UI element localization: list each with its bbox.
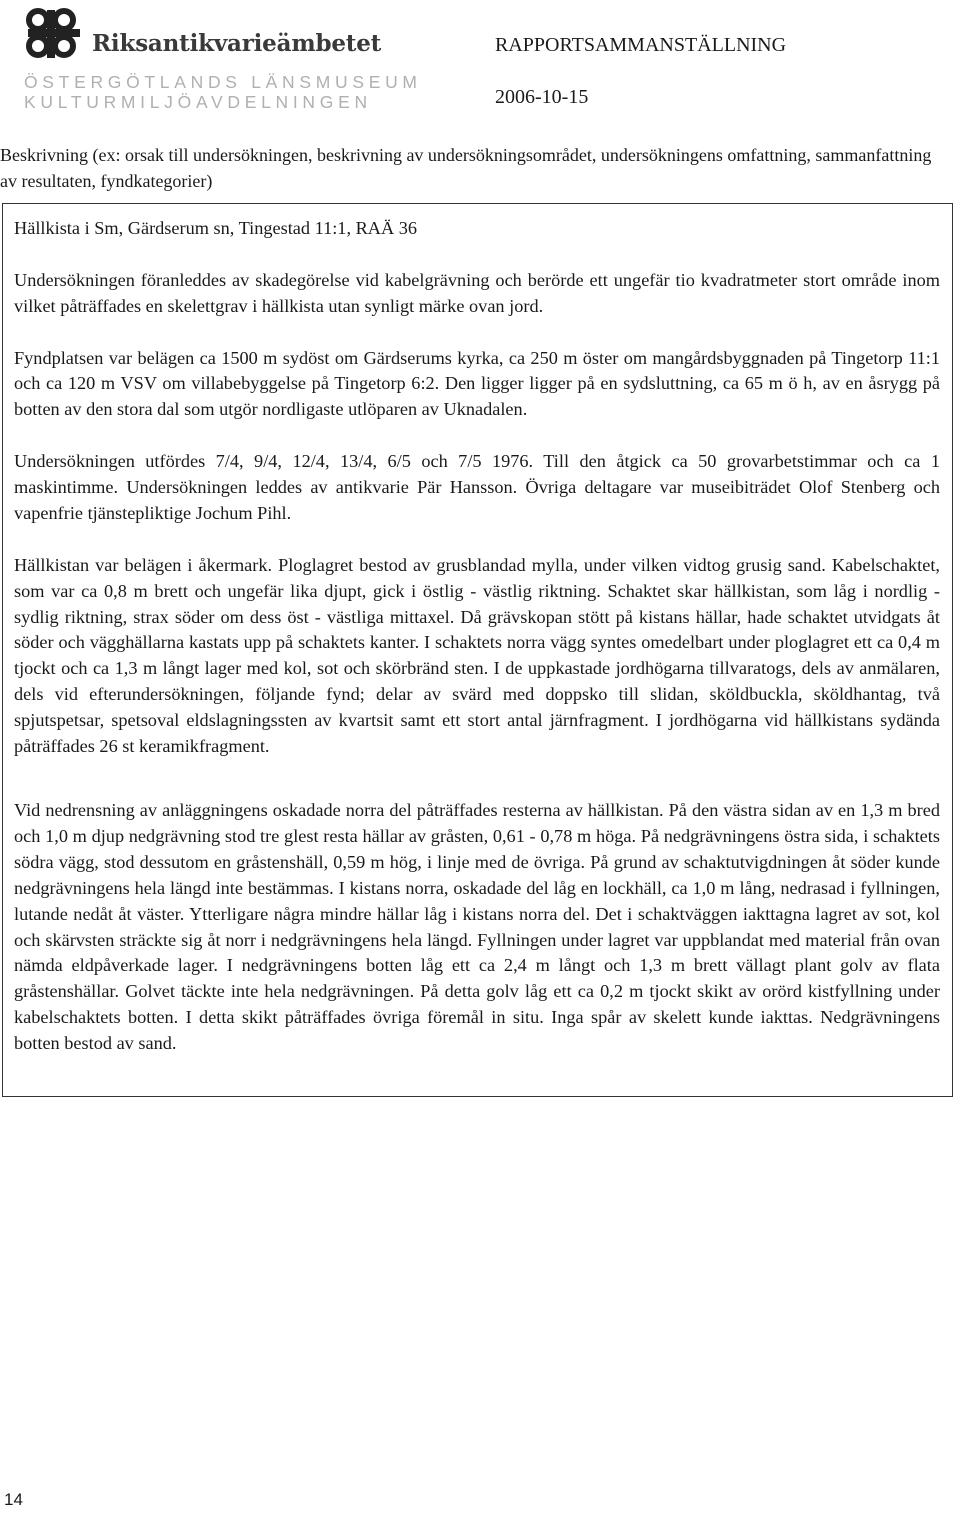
paragraph-excavation: Vid nedrensning av anläggningens oskadade norra del påträffades resterna av hällkistan. På den västra sidan av en 1,3 m bred och 1,0 m djup nedgrävning stod tre glest resta hällar av gråsten, 0,61 - 0,78 m höga. På nedgrävningens östra sida, i schaktets södra vägg, stod dessutom en gråstenshäll, 0,59 m hög, i linje med de övriga. På grund av schaktutvigdningen åt söder kunde nedgrävningens hela längd inte bestämmas. I kistans norra, oskadade del låg en lockhäll, ca 1,0 m lång, nedrasad i fyllningen, lutande nedåt åt väster. Ytterligare några mindre hällar låg i kistans norra del. Det i schaktväggen iakttagna lagret av sot, kol och skärvsten sträckte sig åt norr i nedgrävningens hela längd. Fyllningen under lagret var uppblandat med material från ovan nämda eldpåverkade lager. I nedgrävningens botten låg ett ca 2,4 m långt och 1,3 m brett vällagt plant golv av flata gråstenshällar. Golvet täckte inte hela nedgrävningen. På detta golv låg ett ca 0,2 m tjockt skikt av orörd kistfyllning under kabelschaktets botten. I detta skikt påträffades övriga föremål in situ. Inga spår av skelett kunde iakttas. Nedgrävningens botten bestod av sand. — [14, 799, 940, 1054]
paragraph-reason: Undersökningen föranleddes av skadegörelse vid kabelgrävning och berörde ett ungefär tio kvadratmeter stort område inom vilket påträffades en skelettgrav i hällkista utan synligt märke ovan jord. — [14, 269, 940, 316]
site-title: Hällkista i Sm, Gärdserum sn, Tingestad 11:1, RAÄ 36 — [14, 218, 418, 238]
agency-name: Riksantikvarieämbetet — [92, 30, 382, 57]
paragraph-findings: Hällkistan var belägen i åkermark. Ploglagret bestod av grusblandad mylla, under vilken vidtog grusig sand. Kabelschaktet, som var ca 0,8 m brett och ungefär lika djupt, gick i östlig - västlig riktning. Schaktet skar hällkistan, som låg i nordlig - sydlig riktning, strax söder om dess öst - västliga mittaxel. Då grävskopan stött på kistans hällar, hade schaktet utvidgats åt söder och vägghällarna kastats upp på schaktets kanter. I schaktets norra vägg syntes omedelbart under ploglagret ett ca 0,4 m tjockt och ca 1,3 m långt lager med kol, sot och skörbränd sten. I de uppkastade jordhögarna tillvaratogs, dels av anmälaren, dels vid efterundersökningen, följande fynd; delar av svärd med doppsko till slidan, sköldbuckla, sköldhantag, två spjutspetsar, spetsoval eldslagningssten av kvartsit samt ett stort antal järnfragment. I jordhögarna vid hällkistans sydända påträffades 26 st keramikfragment. — [14, 554, 940, 757]
report-date: 2006-10-15 — [495, 86, 589, 108]
paragraph-execution: Undersökningen utfördes 7/4, 9/4, 12/4, 13/4, 6/5 och 7/5 1976. Till den åtgick ca 50 grovarbetstimmar och ca 1 maskintimme. Undersökningen leddes av antikvarie Pär Hansson. Övriga deltagare var museibiträdet Olof Stenberg och vapenfrie tjänstepliktige Jochum Pihl. — [14, 451, 940, 523]
department-name: KULTURMILJÖAVDELNINGEN — [24, 92, 372, 112]
report-type-title: RAPPORTSAMMANSTÄLLNING — [495, 34, 787, 56]
page-header — [0, 0, 960, 120]
museum-name: ÖSTERGÖTLANDS LÄNSMUSEUM — [24, 72, 422, 92]
section-label: Beskrivning (ex: orsak till undersökningen, beskrivning av undersökningsområdet, undersökningens omfattning, sammanfattning av resultaten, fyndkategorier) — [0, 145, 932, 191]
page-number: 14 — [4, 1490, 23, 1509]
description-box — [2, 203, 953, 1097]
paragraph-location: Fyndplatsen var belägen ca 1500 m sydöst om Gärdserums kyrka, ca 250 m öster om mangårdsbyggnaden på Tingetorp 11:1 och ca 120 m VSV om villabebyggelse på Tingetorp 6:2. Den ligger ligger på en sydsluttning, ca 65 m ö h, av en åsrygg på botten av den stora dal som utgör nordligaste utlöparen av Uknadalen. — [14, 347, 940, 420]
riksantikvarieambetet-knot-logo-icon — [24, 6, 84, 62]
